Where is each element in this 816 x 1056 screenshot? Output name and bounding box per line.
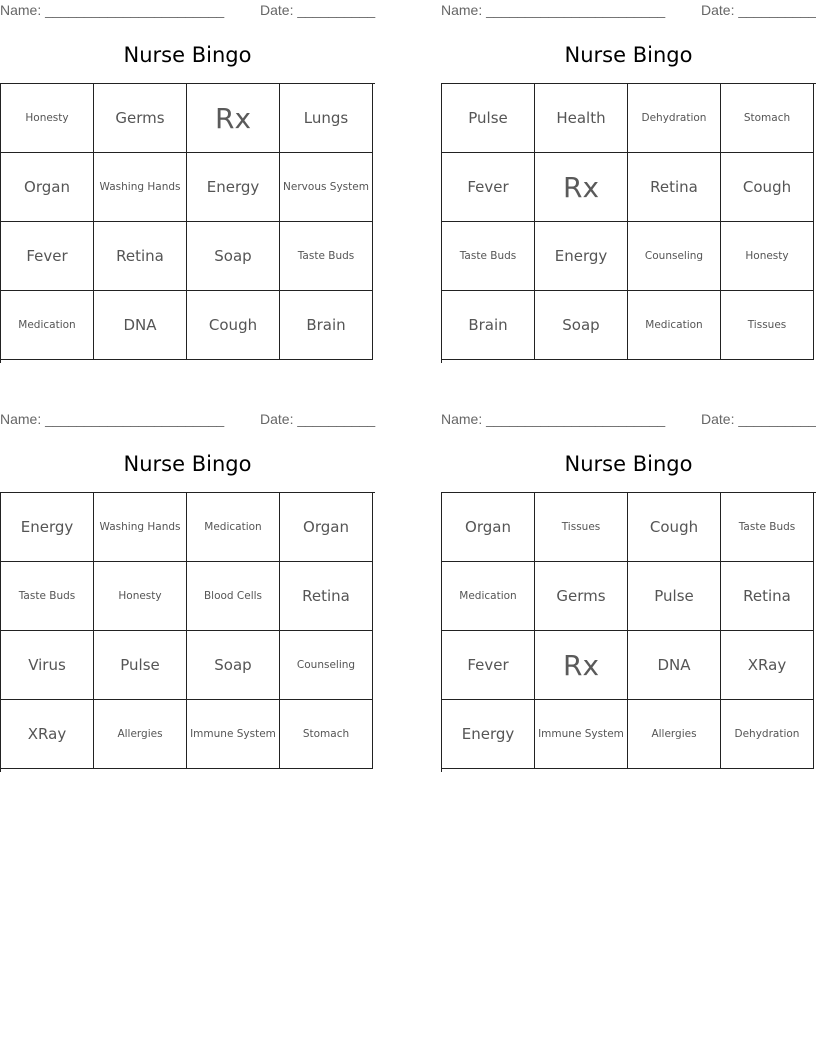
bingo-cell: Washing Hands: [94, 493, 187, 562]
card-title: Nurse Bingo: [564, 43, 693, 67]
bingo-cell: Tissues: [721, 291, 814, 360]
bingo-cell: Energy: [187, 153, 280, 222]
bingo-cell: Taste Buds: [1, 562, 94, 631]
bingo-cell: Pulse: [94, 631, 187, 700]
bingo-cell: Washing Hands: [94, 153, 187, 222]
bingo-cell: Blood Cells: [187, 562, 280, 631]
bingo-grid: [441, 83, 816, 363]
bingo-cell: Immune System: [187, 700, 280, 769]
bingo-cell: Taste Buds: [721, 493, 814, 562]
bingo-cell: Counseling: [280, 631, 373, 700]
bingo-cell: Energy: [535, 222, 628, 291]
date-field: Date: __________: [260, 411, 376, 427]
bingo-cell: Dehydration: [721, 700, 814, 769]
bingo-cell: Soap: [187, 631, 280, 700]
bingo-cell: Counseling: [628, 222, 721, 291]
bingo-cell: Organ: [280, 493, 373, 562]
card-title: Nurse Bingo: [123, 43, 252, 67]
bingo-cell: Fever: [442, 631, 535, 700]
card-title: Nurse Bingo: [123, 452, 252, 476]
bingo-grid: [0, 83, 375, 363]
bingo-cell: Energy: [442, 700, 535, 769]
bingo-cell: Energy: [1, 493, 94, 562]
name-field: Name: _______________________: [0, 2, 225, 18]
bingo-cell: Retina: [721, 562, 814, 631]
bingo-cell: Honesty: [94, 562, 187, 631]
bingo-cell: Taste Buds: [442, 222, 535, 291]
bingo-cell: Fever: [442, 153, 535, 222]
bingo-card-4: [441, 409, 816, 779]
bingo-card-1: [0, 0, 376, 370]
bingo-cell: Cough: [187, 291, 280, 360]
name-field: Name: _______________________: [441, 2, 666, 18]
bingo-cell: DNA: [628, 631, 721, 700]
bingo-cell: Organ: [442, 493, 535, 562]
date-field: Date: __________: [701, 2, 816, 18]
bingo-cell: Retina: [94, 222, 187, 291]
bingo-cell: Retina: [628, 153, 721, 222]
bingo-cell: Rx: [187, 84, 280, 153]
bingo-cell: Pulse: [442, 84, 535, 153]
date-field: Date: __________: [260, 2, 376, 18]
bingo-cell: Organ: [1, 153, 94, 222]
bingo-cell: DNA: [94, 291, 187, 360]
bingo-cell: Brain: [280, 291, 373, 360]
card-title: Nurse Bingo: [564, 452, 693, 476]
bingo-cell: Cough: [721, 153, 814, 222]
bingo-cell: Lungs: [280, 84, 373, 153]
bingo-cell: Medication: [628, 291, 721, 360]
bingo-cell: Soap: [535, 291, 628, 360]
bingo-card-2: [441, 0, 816, 370]
bingo-cell: Medication: [1, 291, 94, 360]
bingo-cell: Medication: [187, 493, 280, 562]
bingo-cell: Retina: [280, 562, 373, 631]
bingo-cell: Germs: [94, 84, 187, 153]
date-field: Date: __________: [701, 411, 816, 427]
bingo-cell: Honesty: [721, 222, 814, 291]
bingo-cell: Germs: [535, 562, 628, 631]
bingo-cell: Cough: [628, 493, 721, 562]
bingo-grid: [0, 492, 375, 772]
bingo-cell: Stomach: [721, 84, 814, 153]
bingo-cell: Immune System: [535, 700, 628, 769]
bingo-cell: Honesty: [1, 84, 94, 153]
bingo-cell: Dehydration: [628, 84, 721, 153]
bingo-cell: Allergies: [94, 700, 187, 769]
bingo-cell: Brain: [442, 291, 535, 360]
bingo-cell: Virus: [1, 631, 94, 700]
bingo-cell: Pulse: [628, 562, 721, 631]
bingo-cell: Taste Buds: [280, 222, 373, 291]
bingo-card-3: [0, 409, 376, 779]
bingo-cell: XRay: [1, 700, 94, 769]
bingo-cell: Rx: [535, 153, 628, 222]
bingo-cell: Rx: [535, 631, 628, 700]
bingo-cell: Soap: [187, 222, 280, 291]
bingo-cell: Allergies: [628, 700, 721, 769]
name-field: Name: _______________________: [0, 411, 225, 427]
bingo-cell: Medication: [442, 562, 535, 631]
bingo-grid: [441, 492, 816, 772]
bingo-cell: Fever: [1, 222, 94, 291]
bingo-cell: Health: [535, 84, 628, 153]
bingo-cell: Tissues: [535, 493, 628, 562]
bingo-cell: Stomach: [280, 700, 373, 769]
bingo-cell: Nervous System: [280, 153, 373, 222]
name-field: Name: _______________________: [441, 411, 666, 427]
bingo-cell: XRay: [721, 631, 814, 700]
